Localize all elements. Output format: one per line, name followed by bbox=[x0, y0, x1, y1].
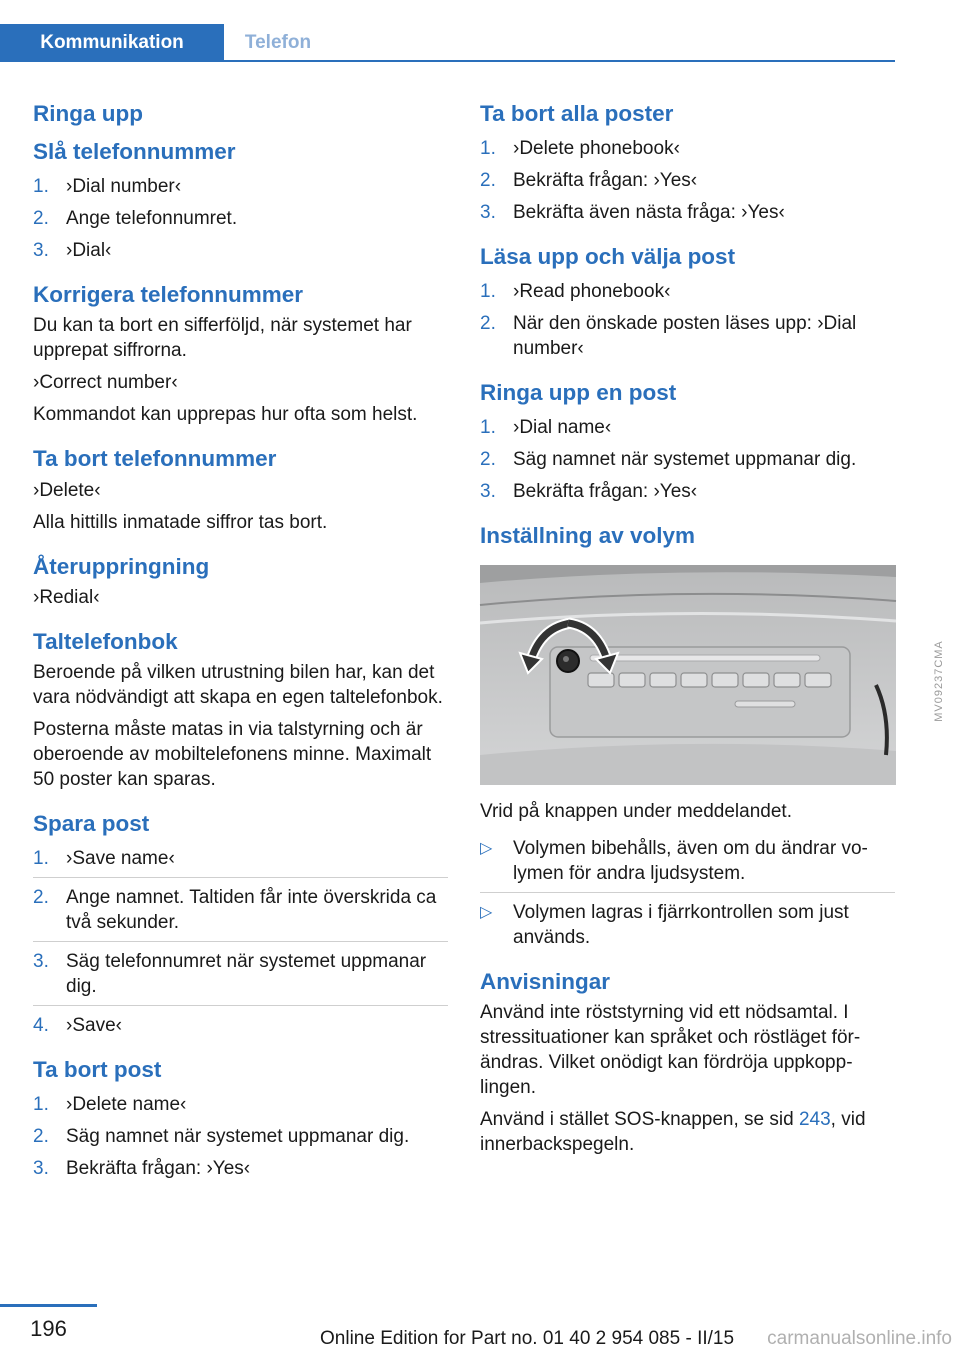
heading-volume: Inställning av volym bbox=[480, 523, 696, 549]
save-steps bbox=[33, 846, 448, 1038]
triangle-right-icon: ▷ bbox=[480, 903, 493, 921]
header-tabs bbox=[0, 24, 895, 62]
figure-code: MV09237CMA bbox=[933, 639, 946, 722]
tab-telefon[interactable]: Telefon bbox=[244, 32, 312, 53]
list-item: 1. ›Delete name‹ bbox=[33, 1094, 187, 1115]
delete-command: ›Delete‹ bbox=[33, 479, 101, 501]
delete-all-steps bbox=[480, 136, 895, 225]
redial-command: ›Redial‹ bbox=[33, 586, 100, 608]
list-item: 2. När den önskade posten läses upp: ›Dial number‹ bbox=[480, 313, 857, 360]
heading-dial-number: Slå telefonnummer bbox=[33, 139, 236, 165]
list-item: 2. Ange namnet. Taltiden får inte överskrida ca två sekunder. bbox=[33, 885, 448, 942]
volume-bullets bbox=[480, 836, 895, 950]
list-item: 1. ›Dial name‹ bbox=[480, 417, 612, 439]
heading-read-phonebook: Läsa upp och välja post bbox=[480, 244, 736, 270]
list-item: 3. ›Dial‹ bbox=[33, 240, 112, 262]
dashboard-illustration bbox=[480, 565, 896, 785]
phonebook-p1: Beroende på vilken utrustning bilen har, kan det vara nödvändigt att skapa en egen taltelefonbok. bbox=[33, 661, 443, 708]
edition-text: Online Edition for Part no. 01 40 2 954 085 - II/15 bbox=[320, 1328, 735, 1349]
footer-accent-bar bbox=[0, 1304, 97, 1307]
list-item: 3. Bekräfta frågan: ›Yes‹ bbox=[33, 1158, 251, 1179]
list-item: 2. Bekräfta frågan: ›Yes‹ bbox=[480, 170, 698, 192]
list-item: 1. ›Save name‹ bbox=[33, 846, 448, 878]
heading-delete-entry: Ta bort post bbox=[33, 1056, 162, 1082]
heading-call-entry: Ringa upp en post bbox=[480, 380, 677, 406]
delete-note: Alla hittills inmatade siffror tas bort. bbox=[33, 511, 328, 533]
list-item: 1. ›Read phonebook‹ bbox=[480, 281, 671, 303]
triangle-right-icon: ▷ bbox=[480, 839, 493, 857]
heading-phonebook: Taltelefonbok bbox=[33, 628, 178, 654]
page-link-243[interactable]: 243 bbox=[798, 1108, 831, 1130]
list-item: ▷ Volymen bibehålls, även om du ändrar volymen för andra ljudsystem. bbox=[480, 836, 895, 893]
heading-delete-all: Ta bort alla poster bbox=[480, 101, 674, 126]
heading-correct-number: Korrigera telefonnummer bbox=[33, 282, 304, 308]
list-item: 4. ›Save‹ bbox=[33, 1014, 122, 1036]
watermark: carmanualsonline.info bbox=[767, 1328, 952, 1349]
heading-delete-number: Ta bort telefonnummer bbox=[33, 446, 277, 472]
section-title-ringa-upp: Ringa upp bbox=[33, 101, 143, 126]
list-item: 2. Säg namnet när systemet uppmanar dig. bbox=[33, 1126, 410, 1147]
correct-command: ›Correct number‹ bbox=[33, 372, 178, 394]
list-item: ▷ Volymen lagras i fjärrkontrollen som just används. bbox=[480, 901, 849, 948]
correct-note: Kommandot kan upprepas hur ofta som helst. bbox=[33, 404, 418, 426]
correct-text: Du kan ta bort en sifferföljd, när systemet har upprepat siffrorna. bbox=[33, 315, 412, 362]
heading-redial: Återuppringning bbox=[33, 553, 210, 579]
delete-entry-steps bbox=[33, 1092, 448, 1181]
right-column bbox=[480, 100, 946, 1157]
notes-p2: Använd i stället SOS-knappen, se sid 243, vid innerbackspegeln. bbox=[480, 1108, 866, 1155]
list-item: 3. Bekräfta även nästa fråga: ›Yes‹ bbox=[480, 202, 785, 224]
volume-caption: Vrid på knappen under meddelandet. bbox=[480, 800, 792, 822]
left-column bbox=[33, 100, 448, 1188]
notes-p1: Använd inte röststyrning vid ett nödsamtal. I stressituationer kan språket och röstläget förändras. Vilket onödigt kan fördröja uppkopplingen. bbox=[480, 1001, 861, 1098]
list-item: 1. ›Dial number‹ bbox=[33, 176, 182, 198]
page-number: 196 bbox=[30, 1316, 67, 1341]
list-item: 2. Säg namnet när systemet uppmanar dig. bbox=[480, 449, 857, 471]
list-item: 3. Bekräfta frågan: ›Yes‹ bbox=[480, 481, 698, 503]
phonebook-p2: Posterna måste matas in via talstyrning och är oberoende av mobiltelefonens minne. Maximalt 50 poster kan sparas. bbox=[33, 718, 432, 790]
read-steps bbox=[480, 279, 895, 361]
call-entry-steps bbox=[480, 415, 895, 504]
dial-steps bbox=[33, 174, 448, 263]
tab-kommunikation[interactable]: Kommunikation bbox=[0, 24, 224, 62]
heading-notes: Anvisningar bbox=[480, 968, 611, 994]
list-item: 1. ›Delete phonebook‹ bbox=[480, 138, 680, 160]
list-item: 2. Ange telefonnumret. bbox=[33, 208, 238, 230]
list-item: 3. Säg telefonnumret när systemet uppmanar dig. bbox=[33, 949, 448, 1006]
header-rule bbox=[0, 60, 895, 62]
heading-save-entry: Spara post bbox=[33, 810, 150, 836]
volume-knob-figure bbox=[480, 565, 946, 785]
